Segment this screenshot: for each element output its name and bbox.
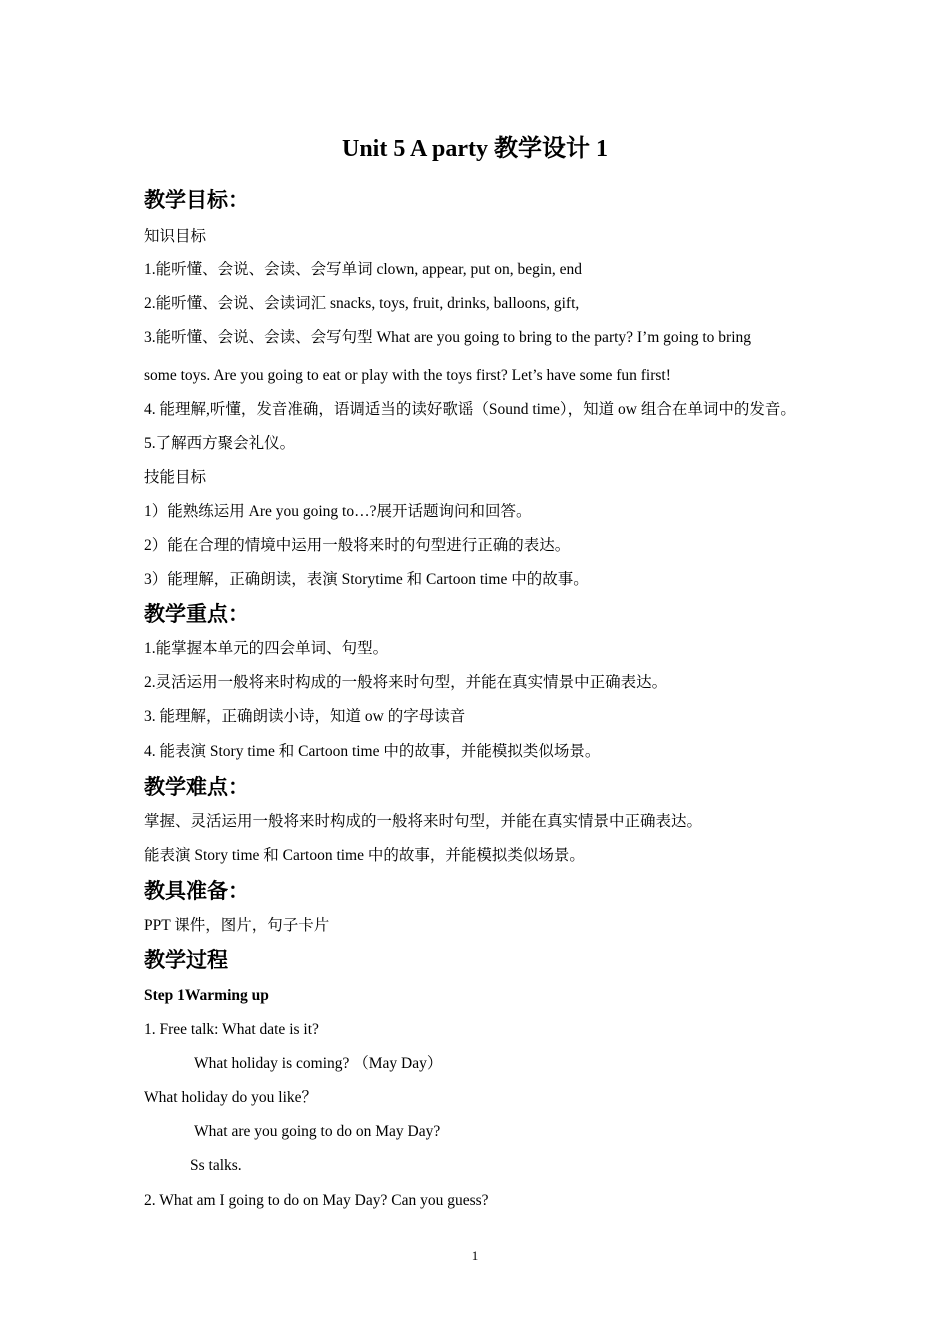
skills-item: 2）能在合理的情境中运用一般将来时的句型进行正确的表达。 — [144, 537, 571, 554]
page-number: 1 — [471, 1248, 479, 1263]
key-point-item: 4. 能表演 Story time 和 Cartoon time 中的故事，并能模拟类似场景。 — [144, 743, 601, 760]
step1-line: What are you going to do on May Day? — [194, 1123, 441, 1140]
knowledge-item: 5.了解西方聚会礼仪。 — [144, 435, 296, 452]
difficulty-item: 能表演 Story time 和 Cartoon time 中的故事，并能模拟类似场景。 — [144, 847, 585, 864]
materials-heading: 教具准备： — [144, 879, 249, 903]
difficulty-item: 掌握、灵活运用一般将来时构成的一般将来时句型，并能在真实情景中正确表达。 — [144, 813, 703, 830]
key-point-item: 2.灵活运用一般将来时构成的一般将来时句型，并能在真实情景中正确表达。 — [144, 674, 668, 691]
objectives-heading: 教学目标： — [144, 188, 249, 212]
knowledge-item: some toys. Are you going to eat or play with the toys first? Let’s have some fun first! — [144, 367, 671, 384]
knowledge-heading: 知识目标 — [144, 228, 207, 245]
step1-line: 2. What am I going to do on May Day? Can you guess? — [144, 1192, 489, 1209]
skills-heading: 技能目标 — [144, 469, 207, 486]
step1-heading: Step 1Warming up — [144, 987, 269, 1004]
process-heading: 教学过程 — [144, 948, 228, 972]
knowledge-item: 3.能听懂、会说、会读、会写句型 What are you going to bring to the party? I’m going to bring — [144, 329, 751, 346]
materials-text: PPT 课件，图片，句子卡片 — [144, 917, 330, 934]
difficulties-heading: 教学难点： — [144, 775, 249, 799]
knowledge-item: 2.能听懂、会说、会读词汇 snacks, toys, fruit, drinks, balloons, gift, — [144, 295, 580, 312]
step1-line: 1. Free talk: What date is it? — [144, 1021, 319, 1038]
step1-line: Ss talks. — [190, 1157, 242, 1174]
step1-line: What holiday is coming? （May Day） — [194, 1055, 443, 1072]
skills-item: 3）能理解，正确朗读，表演 Storytime 和 Cartoon time 中的故事。 — [144, 571, 589, 588]
knowledge-item: 4. 能理解,听懂，发音准确，语调适当的读好歌谣（Sound time），知道 ow 组合在单词中的发音。 — [144, 401, 796, 418]
step1-line: What holiday do you like？ — [144, 1089, 318, 1106]
document-title: Unit 5 A party 教学设计 1 — [341, 136, 608, 162]
key-points-heading: 教学重点： — [144, 602, 249, 626]
key-point-item: 1.能掌握本单元的四会单词、句型。 — [144, 640, 389, 657]
knowledge-item: 1.能听懂、会说、会读、会写单词 clown, appear, put on, begin, end — [144, 261, 583, 278]
skills-item: 1）能熟练运用 Are you going to…?展开话题询问和回答。 — [144, 503, 532, 520]
key-point-item: 3. 能理解，正确朗读小诗，知道 ow 的字母读音 — [144, 708, 466, 725]
